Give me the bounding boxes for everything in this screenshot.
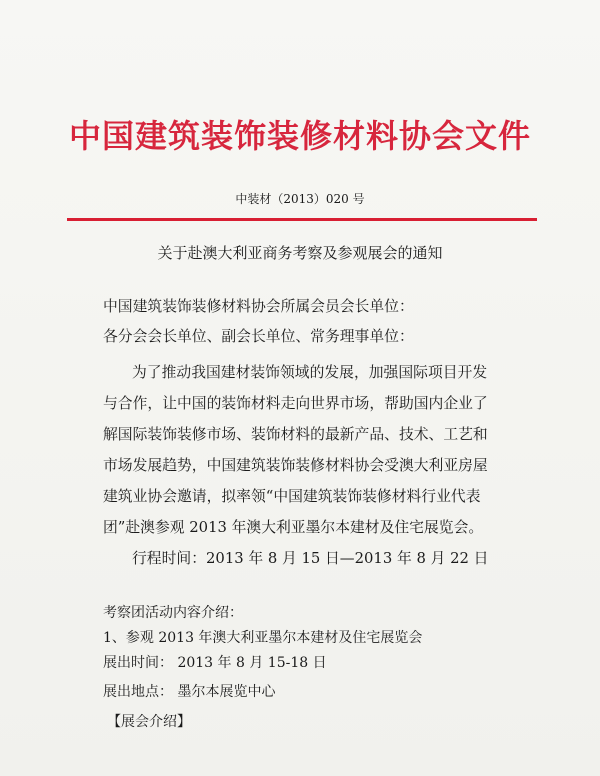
body-line-4: 市场发展趋势，中国建筑装饰装修材料协会受澳大利亚房屋 bbox=[103, 457, 488, 474]
body-line-6: 团”赴澳参观 2013 年澳大利亚墨尔本建材及住宅展览会。 bbox=[103, 519, 484, 536]
document-number: 中装材（2013）020 号 bbox=[235, 192, 365, 206]
document-title: 中国建筑装饰装修材料协会文件 bbox=[68, 117, 531, 155]
trip-time: 行程时间：2013 年 8 月 15 日—2013 年 8 月 22 日 bbox=[132, 550, 489, 567]
notice-title: 关于赴澳大利亚商务考察及参观展会的通知 bbox=[157, 244, 443, 262]
recipient-line-2: 各分会会长单位、副会长单位、常务理事单位： bbox=[103, 328, 414, 345]
body-line-1: 为了推动我国建材装饰领域的发展，加强国际项目开发 bbox=[132, 364, 488, 381]
activity-item-1: 1、参观 2013 年澳大利亚墨尔本建材及住宅展览会 bbox=[103, 630, 423, 646]
exhibition-place: 展出地点： 墨尔本展览中心 bbox=[103, 684, 276, 700]
body-line-3: 解国际装饰装修市场、装饰材料的最新产品、技术、工艺和 bbox=[103, 426, 488, 443]
recipient-line-1: 中国建筑装饰装修材料协会所属会员会长单位： bbox=[103, 298, 414, 315]
body-line-5: 建筑业协会邀请，拟率领“中国建筑装饰装修材料行业代表 bbox=[103, 488, 481, 505]
exhibition-intro-heading: 【展会介绍】 bbox=[107, 714, 191, 730]
body-line-2: 与合作，让中国的装饰材料走向世界市场，帮助国内企业了 bbox=[103, 395, 488, 412]
exhibition-time: 展出时间： 2013 年 8 月 15-18 日 bbox=[103, 655, 327, 671]
red-divider bbox=[67, 218, 537, 221]
activity-intro-heading: 考察团活动内容介绍： bbox=[103, 605, 243, 621]
